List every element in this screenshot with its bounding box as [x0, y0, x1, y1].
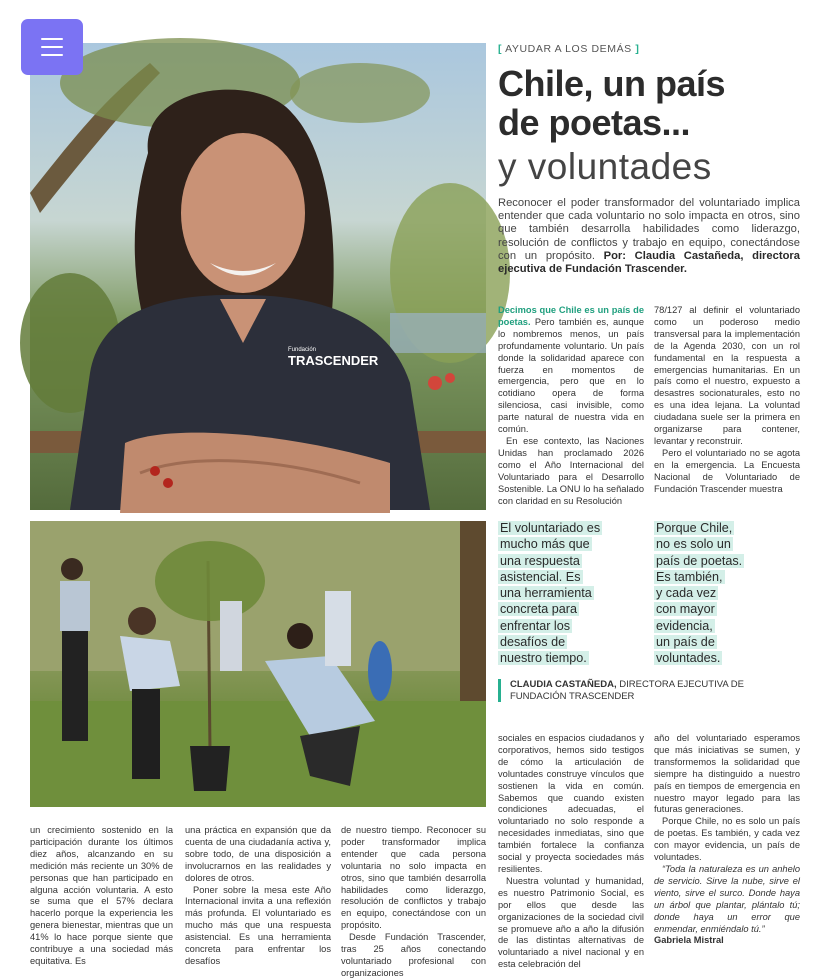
body-column-b	[654, 305, 800, 512]
paragraph: Nuestra voluntad y humanidad, es nuestro Patrimonio Social, es por ellos que desde las organizaciones de la sociedad civil se promueve año a año la difusión de las distintas alternativas de voluntariado a nivel nacional y en esta celebración del	[498, 875, 644, 970]
quote-attribution	[498, 679, 798, 702]
quote-signature: Gabriela Mistral	[654, 935, 724, 946]
menu-button[interactable]	[21, 19, 83, 75]
attribution-name: CLAUDIA CASTAÑEDA,	[510, 679, 617, 690]
paragraph: Desde Fundación Trascender, tras 25 años conectando voluntariado profesional con organizaciones	[341, 932, 486, 978]
pull-quote-a: El voluntariado es mucho más que una respuesta asistencial. Es una herramienta concreta para enfrentar los desafíos de nuestro tiempo.	[500, 521, 601, 666]
article-title	[498, 64, 808, 142]
title-line-1: Chile, un país	[498, 63, 726, 104]
pull-quote-b: Porque Chile, no es solo un país de poetas. Es también, y cada vez con mayor evidencia, un país de voluntades.	[656, 521, 743, 666]
article-lead	[498, 197, 800, 276]
paragraph: Poner sobre la mesa este Año Internacional invita a una reflexión más profunda. El voluntariado es mucho más que una respuesta asistencial. Es una herramienta concreta para enfrentar los desafíos	[185, 884, 331, 966]
article-kicker: [ AYUDAR A LOS DEMÁS ]	[498, 43, 640, 55]
body-column-a: Decimos que Chile es un país de poetas. Pero también es, aunque lo nombremos menos, un país profundamente voluntario. Un país donde la solidaridad aparece con fuerza en momentos de emergencia, pero que en lo cotidiano opera de forma silenciosa, casi invisible, como parte natural de nuestra vida en común. En ese contexto, las Naciones Unidas han proclamado 2026 como el Año Internacional del Voluntariado para el Desarrollo Sostenible. La ONU lo ha señalado con claridad en su Resolución	[498, 305, 644, 506]
paragraph: una práctica en expansión que da cuenta de una ciudadanía activa y, sobre todo, de una disposición a involucrarnos en las realidades y dolores de otros.	[185, 825, 331, 883]
shirt-logo: TRASCENDER	[288, 353, 379, 368]
paragraph: En ese contexto, las Naciones Unidas han proclamado 2026 como el Año Internacional del Voluntariado para el Desarrollo Sostenible. La ONU lo ha señalado con claridad en su Resolución	[498, 435, 644, 506]
body-column-f	[185, 825, 331, 968]
body-column-g	[341, 825, 486, 978]
mistral-quote: “Toda la naturaleza es un anhelo de servicio. Sirve la nube, sirve el viento, sirve el surco. Donde haya un árbol que plantar, plántalo tú; donde haya un error que enmendar, enmiéndalo tú.”	[654, 863, 800, 934]
paragraph: año del voluntariado esperamos que más iniciativas se sumen, y transformemos la solidaridad que siempre ha distinguido a nuestro país en tiempos de emergencia en nuestro mayor legado para las futuras generaciones.	[654, 733, 800, 815]
attribution-role: DIRECTORA EJECUTIVA DE FUNDACIÓN TRASCENDER	[510, 679, 745, 702]
lead-byline: Por: Claudia Castañeda, directora ejecutiva de Fundación Trascender.	[498, 249, 800, 276]
title-line-3: y voluntades	[498, 146, 712, 187]
body-column-c	[498, 733, 644, 968]
kicker-text: AYUDAR A LOS DEMÁS	[505, 43, 632, 55]
paragraph: de nuestro tiempo. Reconocer su poder transformador implica entender que cada persona voluntaria no solo impacta en otros, sino que también desarrolla habilidades como liderazgo, resolución de conflictos y trabajo en equipo, conectándose con un propósito.	[341, 825, 486, 931]
tree-planting-photo	[30, 521, 486, 807]
title-line-2: de poetas...	[498, 102, 691, 143]
portrait-photo	[30, 43, 486, 510]
lead-text: Reconocer el poder transformador del voluntariado implica entender que cada voluntario no solo impacta en otros, sino que también desarrolla habilidades como liderazgo, resolución de conflictos y trabajo en equipo, conectándose con un propósito.	[498, 197, 800, 262]
paragraph: 78/127 al definir el voluntariado como un poderoso medio transversal para la implementación de la Agenda 2030, con un rol fundamental en la respuesta a emergencias humanitarias. En un país como el nuestro, expuesto a desastres socionaturales, esto no es una idea lejana. La voluntad ciudadana suele ser la primera en organizarse para contener, levantar y reconstruir.	[654, 305, 800, 446]
paragraph: sociales en espacios ciudadanos y corporativos, hemos sido testigos de cómo la articulación de voluntades construye vínculos que sostienen la vida en común. Sabemos que cuando existen condiciones adecuadas, el voluntariado no solo responde a necesidades inmediatas, sino que también fortalece la confianza social y proyecta sociedades más resilientes.	[498, 733, 644, 874]
shirt-logo-small: Fundación	[288, 347, 317, 353]
body-column-d	[654, 733, 800, 968]
intro-highlight: Decimos que Chile es un país de poetas.	[498, 305, 644, 327]
hamburger-menu-icon	[41, 38, 63, 40]
paragraph: un crecimiento sostenido en la participación durante los últimos diez años, alcanzando en su medición más reciente un 30% de personas que han participado en alguna acción voluntaria. A esto se suma que el 57% declara hacerlo porque la experiencia les genera bienestar, mientras que un 41% lo hace porque siente que contribuye a una sociedad más equitativa. Es	[30, 825, 173, 966]
paragraph: Porque Chile, no es solo un país de poetas. Es también, y cada vez con mayor evidencia, un país de voluntades.	[654, 816, 800, 863]
paragraph: Pero el voluntariado no se agota en la emergencia. La Encuesta Nacional de Voluntariado de Fundación Trascender muestra	[654, 447, 800, 494]
body-column-e	[30, 825, 173, 968]
